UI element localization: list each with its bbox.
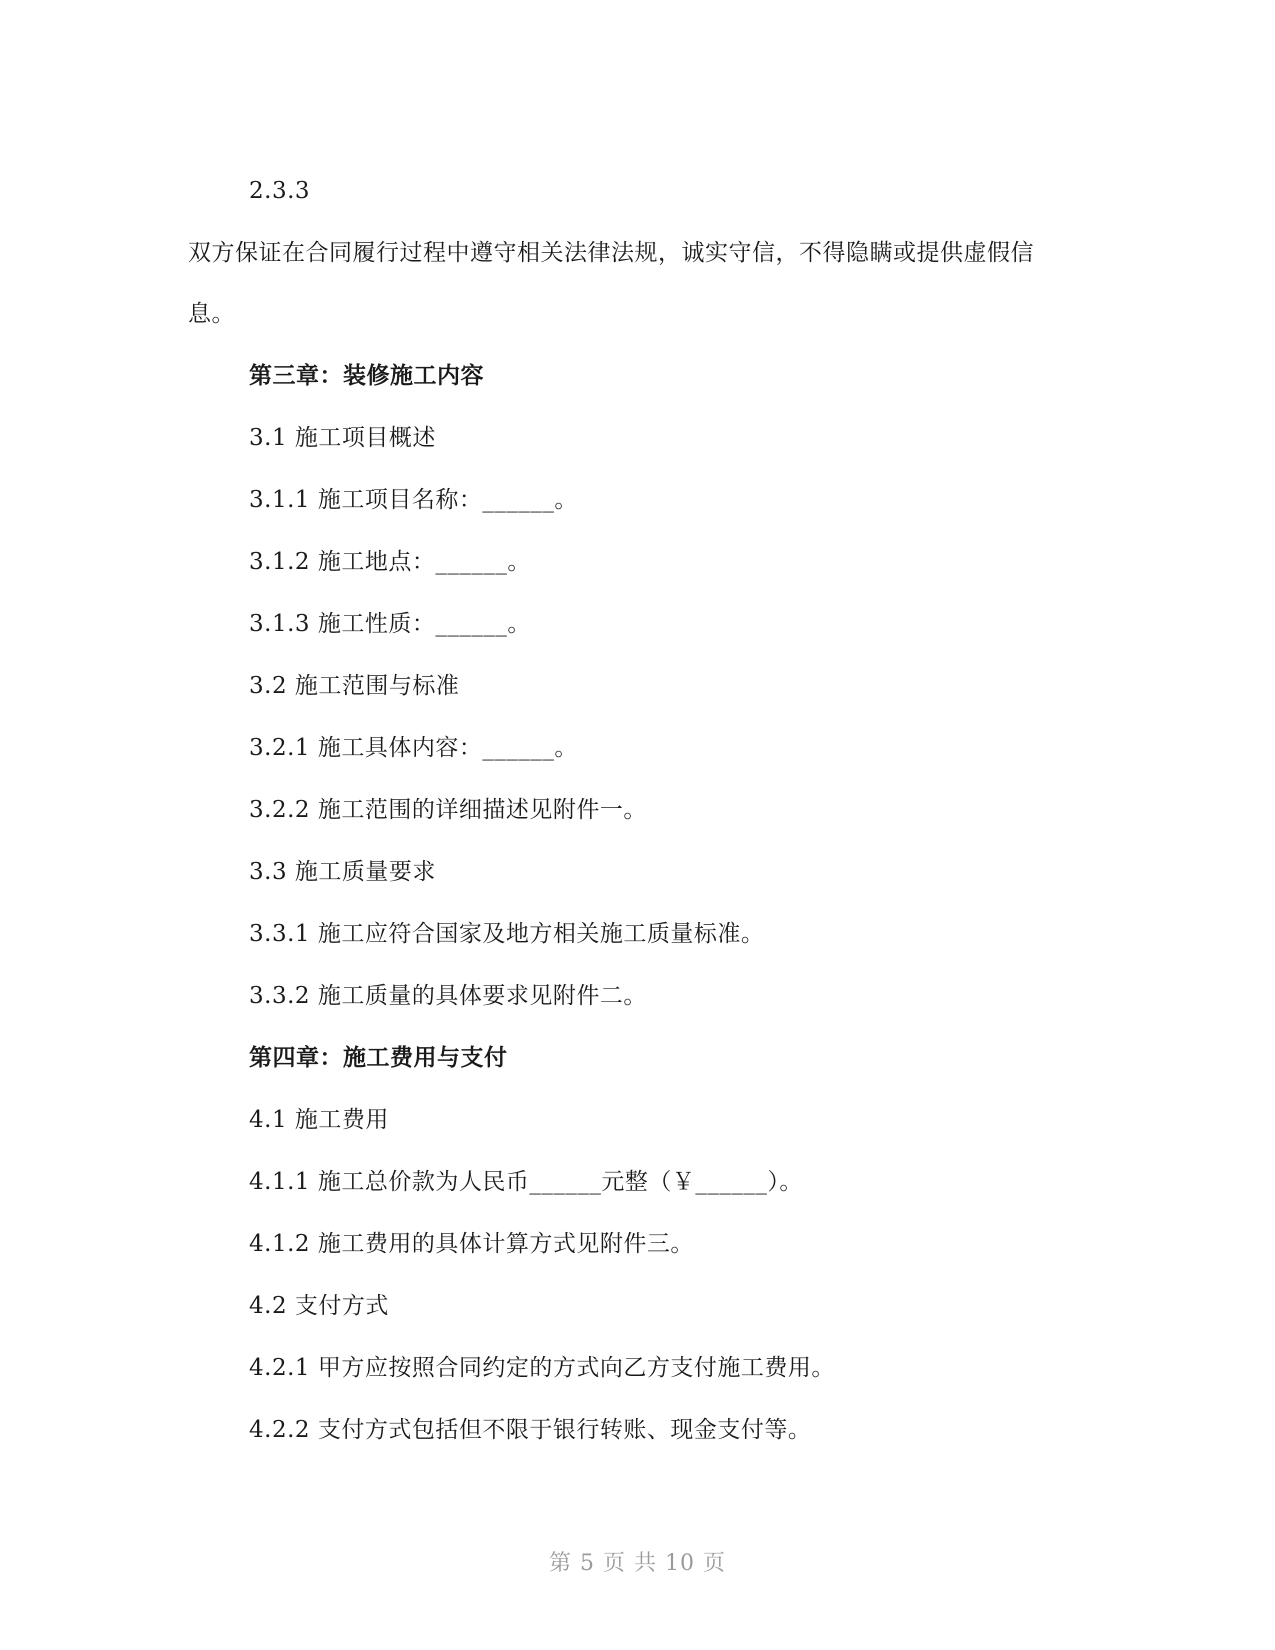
section-3-3: 3.3 施工质量要求 [249, 859, 436, 885]
clause-3-3-1: 3.3.1 施工应符合国家及地方相关施工质量标准。 [249, 921, 765, 947]
clause-4-2-2: 4.2.2 支付方式包括但不限于银行转账、现金支付等。 [249, 1417, 812, 1443]
clause-2-3-3-text-cont: 息。 [188, 301, 235, 327]
clause-2-3-3-number: 2.3.3 [249, 178, 311, 204]
clause-4-1-1: 4.1.1 施工总价款为人民币______元整（￥______）。 [249, 1169, 803, 1195]
clause-2-3-3-text: 双方保证在合同履行过程中遵守相关法律法规，诚实守信，不得隐瞒或提供虚假信 [188, 240, 1034, 266]
clause-3-3-2: 3.3.2 施工质量的具体要求见附件二。 [249, 983, 647, 1009]
section-4-1: 4.1 施工费用 [249, 1107, 389, 1133]
clause-3-1-1: 3.1.1 施工项目名称：______。 [249, 487, 578, 513]
section-3-2: 3.2 施工范围与标准 [249, 673, 460, 699]
clause-3-1-3: 3.1.3 施工性质：______。 [249, 611, 531, 637]
section-4-2: 4.2 支付方式 [249, 1293, 389, 1319]
clause-3-2-2: 3.2.2 施工范围的详细描述见附件一。 [249, 797, 647, 823]
clause-3-2-1: 3.2.1 施工具体内容：______。 [249, 735, 578, 761]
chapter-4-heading: 第四章：施工费用与支付 [249, 1044, 508, 1071]
section-3-1: 3.1 施工项目概述 [249, 425, 436, 451]
page-number-footer: 第 5 页 共 10 页 [549, 1551, 726, 1576]
clause-3-1-2: 3.1.2 施工地点：______。 [249, 549, 531, 575]
clause-4-2-1: 4.2.1 甲方应按照合同约定的方式向乙方支付施工费用。 [249, 1355, 835, 1381]
clause-4-1-2: 4.1.2 施工费用的具体计算方式见附件三。 [249, 1231, 694, 1257]
chapter-3-heading: 第三章：装修施工内容 [249, 362, 484, 389]
